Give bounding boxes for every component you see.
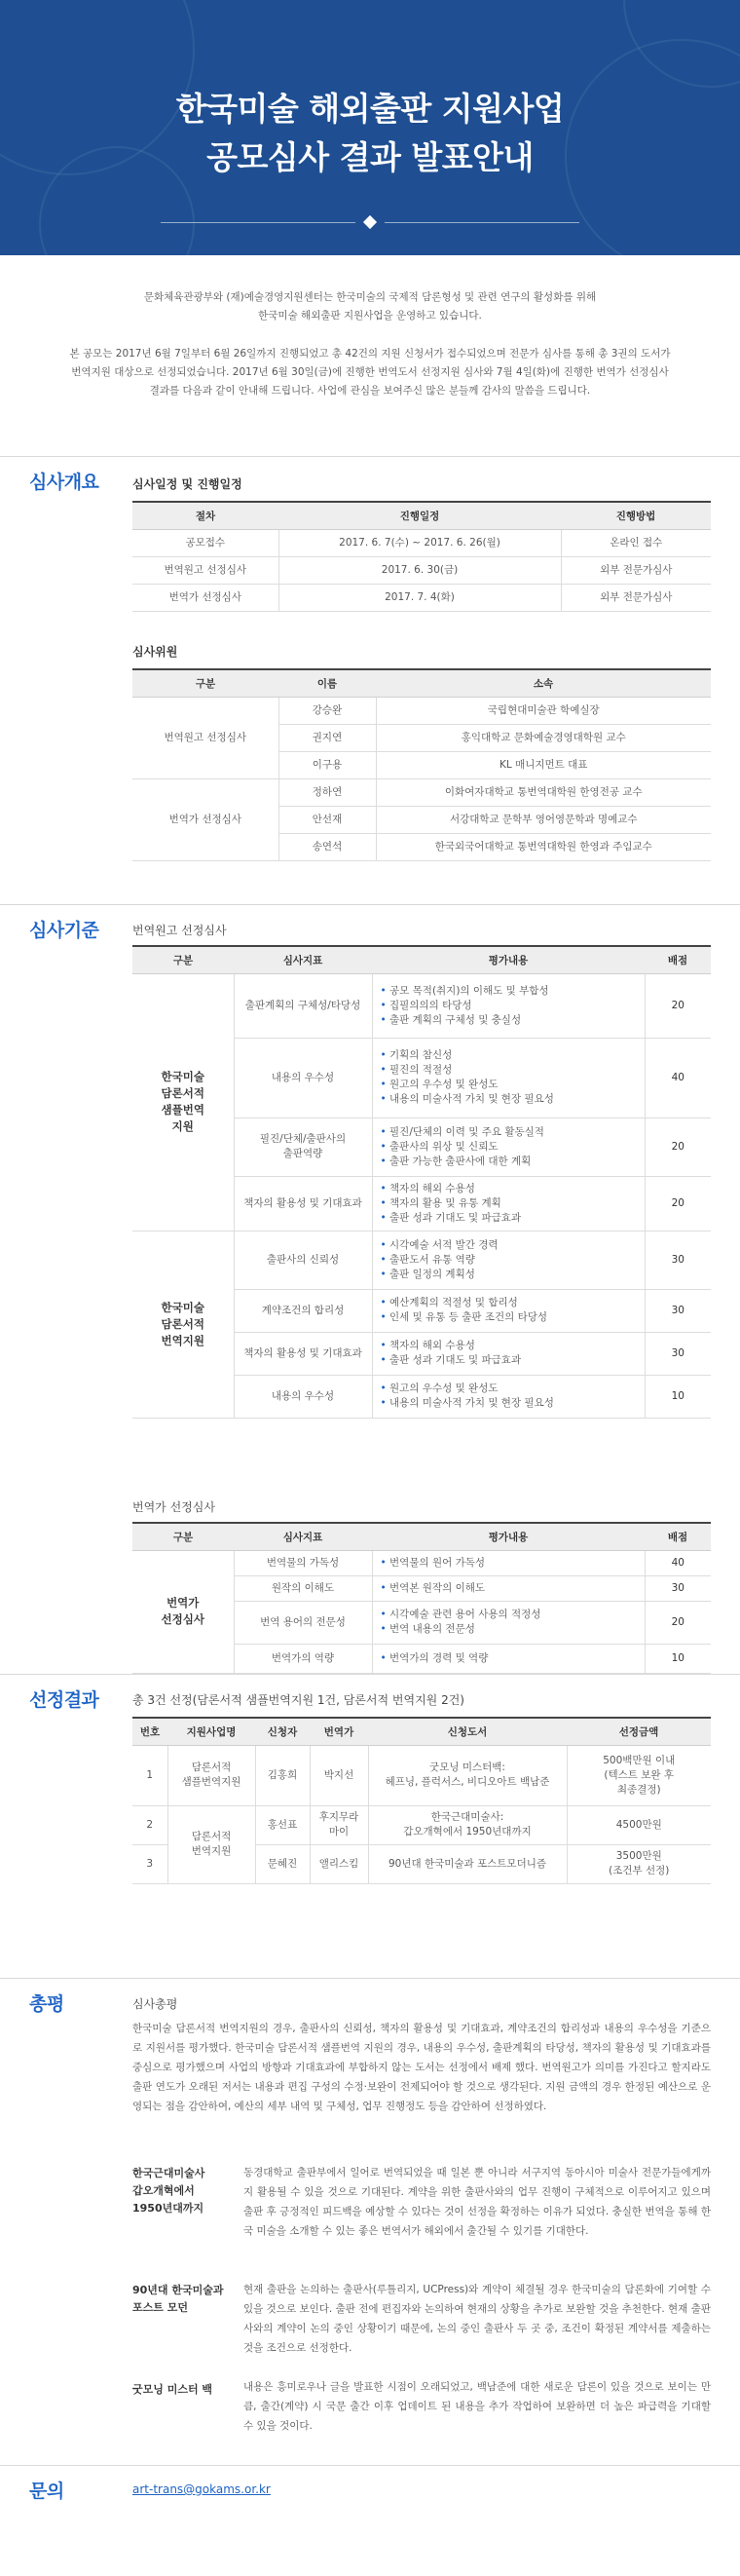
review-item-body: 동경대학교 출판부에서 일어로 번역되었을 때 일본 뿐 아니라 서구지역 동아시아 미술사 전문가들에게까지 활용될 수 있을 것으로 기대된다. 계약을 위한 출판사와의 업무 진행이 구체적으로 이루어지고 있으며 출판 후 긍정적인 피드백을 예상할 수 있다는 것이 선정을 확정하는 이유가 되었다. 충실한 번역을 통해 한국 미술을 소개할 수 있는 좋은 번역서가 해외에서 출간될 수 있기를 기대한다. [243,2167,711,2237]
criteria-score: 40 [645,1038,711,1118]
criteria-item: • 책자의 해외 수용성 [381,1182,641,1196]
criteria-content [372,1332,645,1375]
criteria-content [372,1375,645,1418]
criteria-content [372,1176,645,1231]
criteria-item: • 기획의 참신성 [381,1048,641,1063]
table-cell: 한국외국어대학교 통번역대학원 한영과 주임교수 [376,833,711,860]
table-cell: 온라인 접수 [561,529,711,556]
table-row [132,697,711,724]
table-header: 선정금액 [567,1718,711,1745]
review-item-title: 굿모닝 미스터 백 [132,2383,213,2396]
table-cell: 1 [132,1745,167,1805]
section-label-results: 선정결과 [29,1689,99,1711]
section-label-contact: 문의 [29,2481,64,2502]
table-cell: 안선재 [278,806,376,833]
criteria-score: 30 [645,1289,711,1332]
table-row [132,556,711,584]
table-row [132,1231,711,1289]
criteria-indicator: 책자의 활용성 및 기대효과 [234,1332,372,1375]
criteria-score: 20 [645,973,711,1038]
criteria-item: • 공모 목적(취지)의 이해도 및 부합성 [381,984,641,999]
diamond-icon [363,215,377,229]
table-row [132,1745,711,1805]
divider-left [161,222,355,223]
criteria-item: • 번역물의 원어 가독성 [381,1556,641,1571]
criteria-group: 한국미술 담론서적 번역지원 [132,1231,234,1418]
section-label-overview: 심사개요 [29,472,99,493]
criteria-item: • 번역 내용의 전문성 [381,1622,641,1637]
criteria-content [372,1550,645,1575]
table-cell: 문혜진 [255,1844,310,1883]
criteria-item: • 출판도서 유통 역량 [381,1253,641,1268]
schedule-table [132,501,711,612]
table-header: 번호 [132,1718,167,1745]
section-label-review: 총평 [29,1993,64,2015]
criteria-indicator: 번역가의 역량 [234,1644,372,1673]
table-header: 심사지표 [234,1523,372,1550]
header-banner [0,0,740,255]
table-cell: KL 매니지먼트 대표 [376,751,711,778]
table-header: 구분 [132,1523,234,1550]
review-item-title: 한국근대미술사 갑오개혁에서 1950년대까지 [132,2167,205,2215]
criteria-indicator: 필진/단체/출판사의 출판역량 [234,1118,372,1176]
criteria-group: 한국미술 담론서적 샘플번역 지원 [132,973,234,1231]
table-cell: 500백만원 이내 (텍스트 보완 후 최종결정) [567,1745,711,1805]
intro-text [0,288,740,420]
section-divider [0,1674,740,1675]
criteria-item: • 책자의 활용 및 유통 계획 [381,1196,641,1211]
table-header: 구분 [132,946,234,973]
section-divider [0,456,740,457]
results-summary: 총 3건 선정(담론서적 샘플번역지원 1건, 담론서적 번역지원 2건) [132,1693,464,1707]
criteria-indicator: 원작의 이해도 [234,1575,372,1601]
section-label-criteria: 심사기준 [29,920,99,941]
criteria-indicator: 번역물의 가독성 [234,1550,372,1575]
contact-email-link[interactable]: art-trans@gokams.or.kr [132,2482,271,2496]
table-header: 평가내용 [372,946,645,973]
criteria-indicator: 내용의 우수성 [234,1375,372,1418]
criteria-item: • 인세 및 유통 등 출판 조건의 타당성 [381,1310,641,1325]
criteria-score: 30 [645,1332,711,1375]
criteria-item: • 출판 일정의 계획성 [381,1268,641,1282]
translator-criteria-table [132,1522,711,1674]
table-cell: 담론서적 샘플번역지원 [167,1745,255,1805]
criteria-item: • 번역가의 경력 및 역량 [381,1651,641,1666]
criteria-indicator: 번역 용어의 전문성 [234,1601,372,1644]
table-header: 소속 [376,669,711,697]
committee-group: 번역가 선정심사 [132,778,278,860]
table-header: 배점 [645,1523,711,1550]
table-header: 신청자 [255,1718,310,1745]
criteria-indicator: 출판사의 신뢰성 [234,1231,372,1289]
criteria-content [372,1289,645,1332]
criteria-item: • 번역본 원작의 이해도 [381,1581,641,1596]
criteria-item: • 출판 계획의 구체성 및 충실성 [381,1013,641,1028]
table-header: 절차 [132,502,278,529]
table-cell: 앨리스킴 [310,1844,368,1883]
table-row [132,1550,711,1575]
criteria-content [372,1038,645,1118]
table-cell: 2017. 6. 7(수) ~ 2017. 6. 26(월) [278,529,561,556]
manuscript-criteria-table [132,945,711,1419]
table-cell: 송연석 [278,833,376,860]
table-cell: 공모접수 [132,529,278,556]
criteria-item: • 출판 가능한 출판사에 대한 계획 [381,1155,641,1169]
table-cell: 2 [132,1805,167,1844]
table-cell: 번역원고 선정심사 [132,556,278,584]
criteria-item: • 시각예술 관련 용어 사용의 적정성 [381,1608,641,1622]
table-header: 심사지표 [234,946,372,973]
divider-right [385,222,579,223]
manuscript-title: 번역원고 선정심사 [132,924,227,937]
table-header: 진행방법 [561,502,711,529]
table-cell: 4500만원 [567,1805,711,1844]
review-item-title: 90년대 한국미술과 포스트 모던 [132,2284,224,2314]
table-header: 지원사업명 [167,1718,255,1745]
review-item-body: 현재 출판을 논의하는 출판사(루틀리지, UCPress)와 계약이 체결될 경우 한국미술의 담론화에 기여할 수 있을 것으로 보인다. 출판 전에 편집자와 논의하여 현재의 상황을 추가로 보완할 것을 추천한다. 현재 출판사와의 계약이 논의 중인 상황이기 때문에, 논의 중인 출판사 두 곳 중, 조건이 확정된 계약서를 제출하는 것을 조건으로 선정한다. [243,2284,711,2354]
criteria-score: 10 [645,1644,711,1673]
table-cell: 홍익대학교 문화예술경영대학원 교수 [376,724,711,751]
criteria-item: • 필진/단체의 이력 및 주요 활동실적 [381,1125,641,1140]
table-row [132,973,711,1038]
intro-line: 문화체육관광부와 (재)예술경영지원센터는 한국미술의 국제적 담론형성 및 관련 연구의 활성화를 위해 [143,291,597,303]
criteria-group: 번역가 선정심사 [132,1550,234,1673]
table-row [132,584,711,611]
table-cell: 3 [132,1844,167,1883]
section-divider [0,1978,740,1979]
table-header: 구분 [132,669,278,697]
table-cell: 국립현대미술관 학예실장 [376,697,711,724]
criteria-content [372,1601,645,1644]
table-cell: 한국근대미술사: 갑오개혁에서 1950년대까지 [368,1805,567,1844]
review-item-body: 내용은 흥미로우나 글을 발표한 시점이 오래되었고, 백남준에 대한 새로운 담론이 있을 것으로 보이는 만큼, 출간(계약) 시 국문 출간 이후 업데이트 된 내용을 추가 작업하여 보완하면 더 높은 파급력을 기대할 수 있을 것이다. [243,2381,711,2432]
table-row [132,778,711,806]
criteria-indicator: 내용의 우수성 [234,1038,372,1118]
schedule-title: 심사일정 및 진행일정 [132,477,242,491]
criteria-item: • 필진의 적절성 [381,1063,641,1078]
committee-table [132,668,711,861]
table-header: 번역가 [310,1718,368,1745]
criteria-item: • 내용의 미술사적 가치 및 현장 필요성 [381,1092,641,1107]
table-cell: 박지선 [310,1745,368,1805]
criteria-item: • 예산계획의 적절성 및 합리성 [381,1296,641,1310]
translator-title: 번역가 선정심사 [132,1500,215,1514]
criteria-score: 30 [645,1575,711,1601]
committee-group: 번역원고 선정심사 [132,697,278,778]
table-row [132,1805,711,1844]
table-cell: 서강대학교 문학부 영어영문학과 명예교수 [376,806,711,833]
criteria-item: • 원고의 우수성 및 완성도 [381,1078,641,1092]
section-divider [0,2465,740,2466]
page-title-line1: 한국미술 해외출판 지원사업 [175,90,565,128]
review-paragraph: 한국미술 담론서적 번역지원의 경우, 출판사의 신뢰성, 책자의 활용성 및 기대효과, 계약조건의 합리성과 내용의 우수성을 기준으로 지원서를 평가했다. 한국미술 담론서적 샘플번역 지원의 경우, 내용의 우수성, 출판계획의 타당성, 책자의 활용성 및 기대효과를 중심으로 평가했으며 사업의 방향과 기대효과에 부합하지 않는 도서는 선정에서 배제 했다. 번역원고가 의미를 가진다고 할지라도 출판 연도가 오래된 저서는 내용과 편집 구성의 수정·보완이 전제되어야 할 것으로 생각된다. 지원 금액의 경우 한정된 예산으로 운영되는 점을 감안하여, 예산의 세부 내역 및 구체성, 업무 진행정도 등을 감안하여 선정하였다. [132,2023,711,2112]
table-cell: 정하연 [278,778,376,806]
table-cell: 2017. 6. 30(금) [278,556,561,584]
intro-line: 본 공모는 2017년 6월 7일부터 6월 26일까지 진행되었고 총 42건의 지원 신청서가 접수되었으며 전문가 심사를 통해 총 3권의 도서가 [69,348,671,360]
criteria-content [372,1575,645,1601]
table-cell: 이화여자대학교 통번역대학원 한영전공 교수 [376,778,711,806]
criteria-indicator: 출판계획의 구체성/타당성 [234,973,372,1038]
section-divider [0,904,740,905]
table-cell: 이구용 [278,751,376,778]
criteria-indicator: 계약조건의 합리성 [234,1289,372,1332]
criteria-score: 40 [645,1550,711,1575]
page-title-line2: 공모심사 결과 발표안내 [206,138,534,176]
criteria-score: 20 [645,1176,711,1231]
table-cell: 3500만원 (조건부 선정) [567,1844,711,1883]
criteria-item: • 내용의 미술사적 가치 및 현장 필요성 [381,1396,641,1411]
criteria-score: 20 [645,1601,711,1644]
review-title: 심사총평 [132,1997,178,2011]
criteria-item: • 출판사의 위상 및 신뢰도 [381,1140,641,1155]
criteria-item: • 출판 성과 기대도 및 파급효과 [381,1353,641,1368]
criteria-item: • 시각예술 서적 발간 경력 [381,1238,641,1253]
table-cell: 담론서적 번역지원 [167,1805,255,1883]
table-cell: 외부 전문가심사 [561,556,711,584]
criteria-score: 20 [645,1118,711,1176]
criteria-item: • 책자의 해외 수용성 [381,1339,641,1353]
criteria-indicator: 책자의 활용성 및 기대효과 [234,1176,372,1231]
criteria-content [372,973,645,1038]
table-cell: 김홍희 [255,1745,310,1805]
table-cell: 권지연 [278,724,376,751]
criteria-item: • 집필의의의 타당성 [381,999,641,1013]
intro-line: 번역지원 대상으로 선정되었습니다. 2017년 6월 30일(금)에 진행한 번역도서 선정지원 심사와 7월 4일(화)에 진행한 번역가 선정심사 [71,366,669,378]
criteria-item: • 원고의 우수성 및 완성도 [381,1382,641,1396]
table-cell: 굿모닝 미스터백: 헤프닝, 플럭서스, 비디오아트 백남준 [368,1745,567,1805]
results-table [132,1717,711,1884]
intro-line: 한국미술 해외출판 지원사업을 운영하고 있습니다. [258,310,482,322]
table-cell: 후지무라 마이 [310,1805,368,1844]
criteria-item: • 출판 성과 기대도 및 파급효과 [381,1211,641,1226]
criteria-content [372,1118,645,1176]
table-header: 이름 [278,669,376,697]
table-header: 진행일정 [278,502,561,529]
criteria-score: 10 [645,1375,711,1418]
table-cell: 외부 전문가심사 [561,584,711,611]
table-cell: 90년대 한국미술과 포스트모더니즘 [368,1844,567,1883]
criteria-score: 30 [645,1231,711,1289]
intro-line: 결과를 다음과 같이 안내해 드립니다. 사업에 관심을 보여주신 많은 분들께 감사의 말씀을 드립니다. [149,385,591,397]
table-cell: 강승완 [278,697,376,724]
table-header: 평가내용 [372,1523,645,1550]
table-row [132,529,711,556]
table-cell: 번역가 선정심사 [132,584,278,611]
criteria-content [372,1644,645,1673]
table-cell: 2017. 7. 4(화) [278,584,561,611]
committee-title: 심사위원 [132,645,178,659]
table-cell: 홍선표 [255,1805,310,1844]
table-header: 신청도서 [368,1718,567,1745]
table-header: 배점 [645,946,711,973]
criteria-content [372,1231,645,1289]
